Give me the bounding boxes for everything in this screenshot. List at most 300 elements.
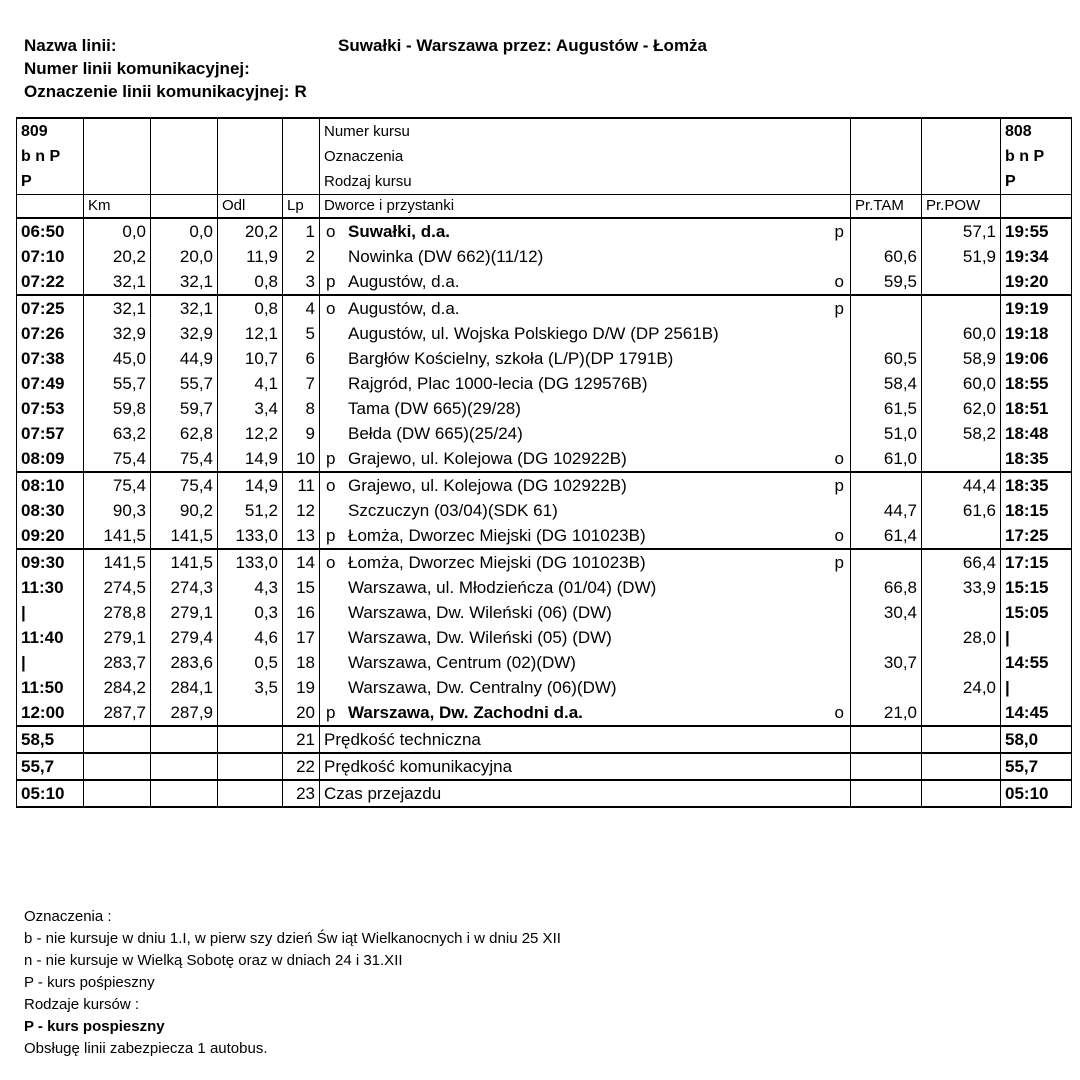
return-time: 19:34 xyxy=(1001,244,1072,269)
table-row xyxy=(17,269,1072,295)
departure-time: 07:49 xyxy=(17,371,84,396)
return-time: 19:20 xyxy=(1001,269,1072,295)
line-name-value: Suwałki - Warszawa przez: Augustów - Łomża xyxy=(338,36,708,55)
stop-marker-right: p xyxy=(834,476,844,495)
distance-value: 20,2 xyxy=(218,218,283,244)
km-value: 0,0 xyxy=(84,218,151,244)
km-value-alt: 75,4 xyxy=(151,446,218,472)
stop-cell xyxy=(320,549,851,575)
distance-value: 133,0 xyxy=(218,549,283,575)
speed-tam xyxy=(851,675,922,700)
km-value-alt: 44,9 xyxy=(151,346,218,371)
stop-index: 11 xyxy=(283,472,320,498)
departure-time: 07:26 xyxy=(17,321,84,346)
return-time: 18:48 xyxy=(1001,421,1072,446)
return-time: 19:55 xyxy=(1001,218,1072,244)
stop-index: 8 xyxy=(283,396,320,421)
empty-cell xyxy=(151,753,218,780)
stop-marker-right: p xyxy=(834,222,844,241)
stop-cell xyxy=(320,295,851,321)
departure-time: | xyxy=(17,650,84,675)
right-course-marks: b n P xyxy=(1001,144,1072,169)
speed-tam xyxy=(851,625,922,650)
right-course-type: P xyxy=(1001,169,1072,195)
speed-pow xyxy=(922,295,1001,321)
note-line: b - nie kursuje w dniu 1.I, w pierw szy dzień Św iąt Wielkanocnych i w dniu 25 XII xyxy=(24,930,561,947)
departure-time: 06:50 xyxy=(17,218,84,244)
departure-time: 07:25 xyxy=(17,295,84,321)
stop-index: 13 xyxy=(283,523,320,549)
course-marks-row xyxy=(17,144,1072,169)
speed-pow xyxy=(922,523,1001,549)
table-row xyxy=(17,218,1072,244)
stop-marker-left: o xyxy=(326,476,336,495)
stop-name: Warszawa, Dw. Centralny (06)(DW) xyxy=(348,678,617,697)
return-time: 19:06 xyxy=(1001,346,1072,371)
return-time: 14:45 xyxy=(1001,700,1072,726)
stop-index: 4 xyxy=(283,295,320,321)
stop-marker-left: p xyxy=(326,449,336,468)
speed-pow: 51,9 xyxy=(922,244,1001,269)
stop-cell xyxy=(320,650,851,675)
note-line: Rodzaje kursów : xyxy=(24,996,140,1013)
table-row xyxy=(17,421,1072,446)
km-value: 141,5 xyxy=(84,523,151,549)
column-header-row xyxy=(17,195,1072,219)
stop-cell xyxy=(320,675,851,700)
return-time: 18:55 xyxy=(1001,371,1072,396)
distance-value: 4,6 xyxy=(218,625,283,650)
distance-value: 0,3 xyxy=(218,600,283,625)
speed-pow: 33,9 xyxy=(922,575,1001,600)
km-value: 55,7 xyxy=(84,371,151,396)
distance-value: 4,1 xyxy=(218,371,283,396)
note-line: Oznaczenia : xyxy=(24,908,112,925)
stop-index: 16 xyxy=(283,600,320,625)
stop-marker-left: o xyxy=(326,553,336,572)
empty-cell xyxy=(922,753,1001,780)
return-time: 19:18 xyxy=(1001,321,1072,346)
table-row xyxy=(17,371,1072,396)
speed-tam: 44,7 xyxy=(851,498,922,523)
note-line: n - nie kursuje w Wielką Sobotę oraz w dniach 24 i 31.XII xyxy=(24,952,403,969)
km-value-alt: 284,1 xyxy=(151,675,218,700)
stop-index: 10 xyxy=(283,446,320,472)
stop-index: 9 xyxy=(283,421,320,446)
speed-tam: 61,5 xyxy=(851,396,922,421)
speed-tam xyxy=(851,295,922,321)
stop-name: Warszawa, Dw. Wileński (05) (DW) xyxy=(348,628,612,647)
departure-time: | xyxy=(17,600,84,625)
speed-pow: 58,9 xyxy=(922,346,1001,371)
table-row xyxy=(17,396,1072,421)
return-time: 15:05 xyxy=(1001,600,1072,625)
departure-time: 09:30 xyxy=(17,549,84,575)
summary-index: 21 xyxy=(283,726,320,753)
km-value-alt: 55,7 xyxy=(151,371,218,396)
stop-marker-right: p xyxy=(834,553,844,572)
departure-time: 07:10 xyxy=(17,244,84,269)
speed-pow: 60,0 xyxy=(922,371,1001,396)
return-time: 17:15 xyxy=(1001,549,1072,575)
table-row xyxy=(17,446,1072,472)
distance-value: 3,5 xyxy=(218,675,283,700)
summary-row xyxy=(17,753,1072,780)
km-value-alt: 274,3 xyxy=(151,575,218,600)
table-row xyxy=(17,700,1072,726)
line-code-label: Oznaczenie linii komunikacyjnej: xyxy=(24,82,290,101)
return-time: | xyxy=(1001,625,1072,650)
course-type-row xyxy=(17,169,1072,195)
speed-tam xyxy=(851,549,922,575)
empty-cell xyxy=(151,726,218,753)
km-value-alt: 283,6 xyxy=(151,650,218,675)
departure-time: 12:00 xyxy=(17,700,84,726)
km-value-alt: 32,1 xyxy=(151,295,218,321)
return-time: 14:55 xyxy=(1001,650,1072,675)
km-value-alt: 90,2 xyxy=(151,498,218,523)
stop-cell xyxy=(320,498,851,523)
km-value: 283,7 xyxy=(84,650,151,675)
distance-value: 10,7 xyxy=(218,346,283,371)
speed-pow: 58,2 xyxy=(922,421,1001,446)
empty-cell xyxy=(84,753,151,780)
stop-cell xyxy=(320,446,851,472)
speed-tam xyxy=(851,218,922,244)
km-value-alt: 32,9 xyxy=(151,321,218,346)
speed-tam: 30,4 xyxy=(851,600,922,625)
stop-cell xyxy=(320,371,851,396)
distance-value: 3,4 xyxy=(218,396,283,421)
stop-cell xyxy=(320,396,851,421)
table-row xyxy=(17,549,1072,575)
stop-name: Warszawa, ul. Młodzieńcza (01/04) (DW) xyxy=(348,578,657,597)
return-time: 18:15 xyxy=(1001,498,1072,523)
summary-label: Czas przejazdu xyxy=(320,780,851,807)
speed-tam: 61,4 xyxy=(851,523,922,549)
km-value: 45,0 xyxy=(84,346,151,371)
distance-value: 0,8 xyxy=(218,295,283,321)
distance-value: 14,9 xyxy=(218,472,283,498)
speed-tam: 59,5 xyxy=(851,269,922,295)
empty-cell xyxy=(84,726,151,753)
speed-tam: 66,8 xyxy=(851,575,922,600)
stop-name: Grajewo, ul. Kolejowa (DG 102922B) xyxy=(348,449,627,468)
km-value: 75,4 xyxy=(84,472,151,498)
note-line: P - kurs pospieszny xyxy=(24,1018,165,1035)
stop-cell xyxy=(320,269,851,295)
table-row xyxy=(17,625,1072,650)
note-line: Obsługę linii zabezpiecza 1 autobus. xyxy=(24,1040,268,1057)
km-value: 141,5 xyxy=(84,549,151,575)
empty-cell xyxy=(151,780,218,807)
left-course-type: P xyxy=(17,169,84,195)
speed-pow xyxy=(922,700,1001,726)
speed-pow: 44,4 xyxy=(922,472,1001,498)
summary-right-value: 05:10 xyxy=(1001,780,1072,807)
km-value-alt: 141,5 xyxy=(151,523,218,549)
table-row xyxy=(17,498,1072,523)
stop-cell xyxy=(320,218,851,244)
km-value-alt: 62,8 xyxy=(151,421,218,446)
speed-tam: 60,5 xyxy=(851,346,922,371)
table-row xyxy=(17,321,1072,346)
note-line: P - kurs pośpieszny xyxy=(24,974,155,991)
speed-tam: 60,6 xyxy=(851,244,922,269)
stop-index: 5 xyxy=(283,321,320,346)
stop-marker-left: p xyxy=(326,526,336,545)
line-code-row xyxy=(24,80,307,103)
km-value: 274,5 xyxy=(84,575,151,600)
km-value: 284,2 xyxy=(84,675,151,700)
departure-time: 11:30 xyxy=(17,575,84,600)
departure-time: 11:50 xyxy=(17,675,84,700)
return-time: 15:15 xyxy=(1001,575,1072,600)
km-value-alt: 287,9 xyxy=(151,700,218,726)
km-value: 63,2 xyxy=(84,421,151,446)
course-number-row xyxy=(17,118,1072,144)
empty-cell xyxy=(218,753,283,780)
stop-name: Augustów, d.a. xyxy=(348,299,460,318)
speed-tam: 61,0 xyxy=(851,446,922,472)
line-number-row xyxy=(24,57,307,80)
summary-left-value: 55,7 xyxy=(17,753,84,780)
km-value-alt: 32,1 xyxy=(151,269,218,295)
table-row xyxy=(17,523,1072,549)
departure-time: 08:10 xyxy=(17,472,84,498)
stop-cell xyxy=(320,700,851,726)
stop-name: Łomża, Dworzec Miejski (DG 101023B) xyxy=(348,553,646,572)
return-time: 18:35 xyxy=(1001,472,1072,498)
speed-tam: 30,7 xyxy=(851,650,922,675)
col-lp: Lp xyxy=(283,195,320,219)
col-pr-tam: Pr.TAM xyxy=(851,195,922,219)
stop-name: Tama (DW 665)(29/28) xyxy=(348,399,521,418)
departure-time: 07:22 xyxy=(17,269,84,295)
speed-pow xyxy=(922,600,1001,625)
col-odl: Odl xyxy=(218,195,283,219)
table-row xyxy=(17,575,1072,600)
stop-marker-right: o xyxy=(834,272,844,291)
header xyxy=(24,34,708,103)
stop-cell xyxy=(320,244,851,269)
km-value: 278,8 xyxy=(84,600,151,625)
stop-marker-right: o xyxy=(834,526,844,545)
stop-name: Szczuczyn (03/04)(SDK 61) xyxy=(348,501,558,520)
summary-index: 22 xyxy=(283,753,320,780)
km-value-alt: 279,1 xyxy=(151,600,218,625)
departure-time: 09:20 xyxy=(17,523,84,549)
stop-cell xyxy=(320,600,851,625)
stop-index: 15 xyxy=(283,575,320,600)
stop-cell xyxy=(320,523,851,549)
course-marks-label: Oznaczenia xyxy=(320,144,851,169)
km-value-alt: 0,0 xyxy=(151,218,218,244)
summary-left-value: 05:10 xyxy=(17,780,84,807)
stop-index: 20 xyxy=(283,700,320,726)
stop-name: Łomża, Dworzec Miejski (DG 101023B) xyxy=(348,526,646,545)
line-code-value: R xyxy=(294,82,307,101)
legend-notes xyxy=(24,906,561,1060)
km-value: 75,4 xyxy=(84,446,151,472)
empty-cell xyxy=(851,780,922,807)
stop-name: Grajewo, ul. Kolejowa (DG 102922B) xyxy=(348,476,627,495)
summary-index: 23 xyxy=(283,780,320,807)
summary-left-value: 58,5 xyxy=(17,726,84,753)
return-time: 17:25 xyxy=(1001,523,1072,549)
speed-pow: 61,6 xyxy=(922,498,1001,523)
col-stops: Dworce i przystanki xyxy=(320,195,851,219)
timetable-body xyxy=(17,118,1072,807)
km-value: 32,1 xyxy=(84,295,151,321)
table-row xyxy=(17,346,1072,371)
km-value-alt: 20,0 xyxy=(151,244,218,269)
return-time: 18:51 xyxy=(1001,396,1072,421)
distance-value: 0,8 xyxy=(218,269,283,295)
speed-tam xyxy=(851,472,922,498)
stop-index: 19 xyxy=(283,675,320,700)
km-value: 32,9 xyxy=(84,321,151,346)
stop-cell xyxy=(320,321,851,346)
stop-index: 6 xyxy=(283,346,320,371)
stop-name: Augustów, d.a. xyxy=(348,272,460,291)
empty-cell xyxy=(218,780,283,807)
stop-index: 18 xyxy=(283,650,320,675)
timetable xyxy=(16,117,1072,808)
stop-marker-left: o xyxy=(326,299,336,318)
stop-cell xyxy=(320,472,851,498)
col-pr-pow: Pr.POW xyxy=(922,195,1001,219)
km-value: 59,8 xyxy=(84,396,151,421)
km-value: 287,7 xyxy=(84,700,151,726)
table-row xyxy=(17,244,1072,269)
stop-name: Warszawa, Dw. Wileński (06) (DW) xyxy=(348,603,612,622)
line-name-label: Nazwa linii: xyxy=(24,36,117,55)
speed-pow: 60,0 xyxy=(922,321,1001,346)
km-value-alt: 75,4 xyxy=(151,472,218,498)
return-time: | xyxy=(1001,675,1072,700)
speed-pow: 57,1 xyxy=(922,218,1001,244)
departure-time: 07:38 xyxy=(17,346,84,371)
table-row xyxy=(17,295,1072,321)
table-row xyxy=(17,650,1072,675)
departure-time: 11:40 xyxy=(17,625,84,650)
stop-marker-right: p xyxy=(834,299,844,318)
distance-value: 133,0 xyxy=(218,523,283,549)
stop-name: Suwałki, d.a. xyxy=(348,222,451,241)
empty-cell xyxy=(922,726,1001,753)
line-number-label: Numer linii komunikacyjnej: xyxy=(24,59,250,78)
stop-name: Augustów, ul. Wojska Polskiego D/W (DP 2561B) xyxy=(348,324,719,343)
stop-marker-right: o xyxy=(834,703,844,722)
km-value-alt: 141,5 xyxy=(151,549,218,575)
departure-time: 08:09 xyxy=(17,446,84,472)
col-km: Km xyxy=(84,195,151,219)
km-value-alt: 279,4 xyxy=(151,625,218,650)
distance-value: 0,5 xyxy=(218,650,283,675)
stop-name: Bargłów Kościelny, szkoła (L/P)(DP 1791B) xyxy=(348,349,674,368)
departure-time: 07:57 xyxy=(17,421,84,446)
stop-cell xyxy=(320,421,851,446)
summary-label: Prędkość techniczna xyxy=(320,726,851,753)
right-course-number: 808 xyxy=(1001,118,1072,144)
course-number-label: Numer kursu xyxy=(320,118,851,144)
speed-tam: 51,0 xyxy=(851,421,922,446)
left-course-marks: b n P xyxy=(17,144,84,169)
line-name-row xyxy=(24,34,708,57)
distance-value: 14,9 xyxy=(218,446,283,472)
distance-value xyxy=(218,700,283,726)
stop-name: Warszawa, Dw. Zachodni d.a. xyxy=(348,703,583,722)
stop-index: 7 xyxy=(283,371,320,396)
speed-pow xyxy=(922,650,1001,675)
stop-marker-left: p xyxy=(326,272,336,291)
distance-value: 12,2 xyxy=(218,421,283,446)
speed-pow xyxy=(922,446,1001,472)
summary-right-value: 55,7 xyxy=(1001,753,1072,780)
speed-tam: 58,4 xyxy=(851,371,922,396)
stop-name: Warszawa, Centrum (02)(DW) xyxy=(348,653,576,672)
stop-index: 14 xyxy=(283,549,320,575)
distance-value: 4,3 xyxy=(218,575,283,600)
summary-label: Prędkość komunikacyjna xyxy=(320,753,851,780)
distance-value: 12,1 xyxy=(218,321,283,346)
departure-time: 07:53 xyxy=(17,396,84,421)
stop-index: 3 xyxy=(283,269,320,295)
stop-name: Rajgród, Plac 1000-lecia (DG 129576B) xyxy=(348,374,648,393)
stop-name: Nowinka (DW 662)(11/12) xyxy=(348,247,544,266)
departure-time: 08:30 xyxy=(17,498,84,523)
km-value: 279,1 xyxy=(84,625,151,650)
empty-cell xyxy=(84,780,151,807)
speed-tam xyxy=(851,321,922,346)
km-value: 20,2 xyxy=(84,244,151,269)
speed-pow xyxy=(922,269,1001,295)
table-row xyxy=(17,600,1072,625)
km-value-alt: 59,7 xyxy=(151,396,218,421)
km-value: 90,3 xyxy=(84,498,151,523)
speed-pow: 62,0 xyxy=(922,396,1001,421)
stop-name: Bełda (DW 665)(25/24) xyxy=(348,424,523,443)
stop-index: 1 xyxy=(283,218,320,244)
left-course-number: 809 xyxy=(17,118,84,144)
stop-index: 17 xyxy=(283,625,320,650)
speed-pow: 28,0 xyxy=(922,625,1001,650)
speed-tam: 21,0 xyxy=(851,700,922,726)
distance-value: 51,2 xyxy=(218,498,283,523)
stop-index: 2 xyxy=(283,244,320,269)
stop-marker-left: o xyxy=(326,222,336,241)
summary-row xyxy=(17,726,1072,753)
km-value: 32,1 xyxy=(84,269,151,295)
stop-cell xyxy=(320,346,851,371)
course-type-label: Rodzaj kursu xyxy=(320,169,851,195)
table-row xyxy=(17,675,1072,700)
stop-marker-right: o xyxy=(834,449,844,468)
empty-cell xyxy=(922,780,1001,807)
speed-pow: 24,0 xyxy=(922,675,1001,700)
speed-pow: 66,4 xyxy=(922,549,1001,575)
empty-cell xyxy=(851,726,922,753)
stop-cell xyxy=(320,625,851,650)
distance-value: 11,9 xyxy=(218,244,283,269)
stop-marker-left: p xyxy=(326,703,336,722)
empty-cell xyxy=(851,753,922,780)
stop-index: 12 xyxy=(283,498,320,523)
return-time: 18:35 xyxy=(1001,446,1072,472)
summary-row xyxy=(17,780,1072,807)
empty-cell xyxy=(218,726,283,753)
